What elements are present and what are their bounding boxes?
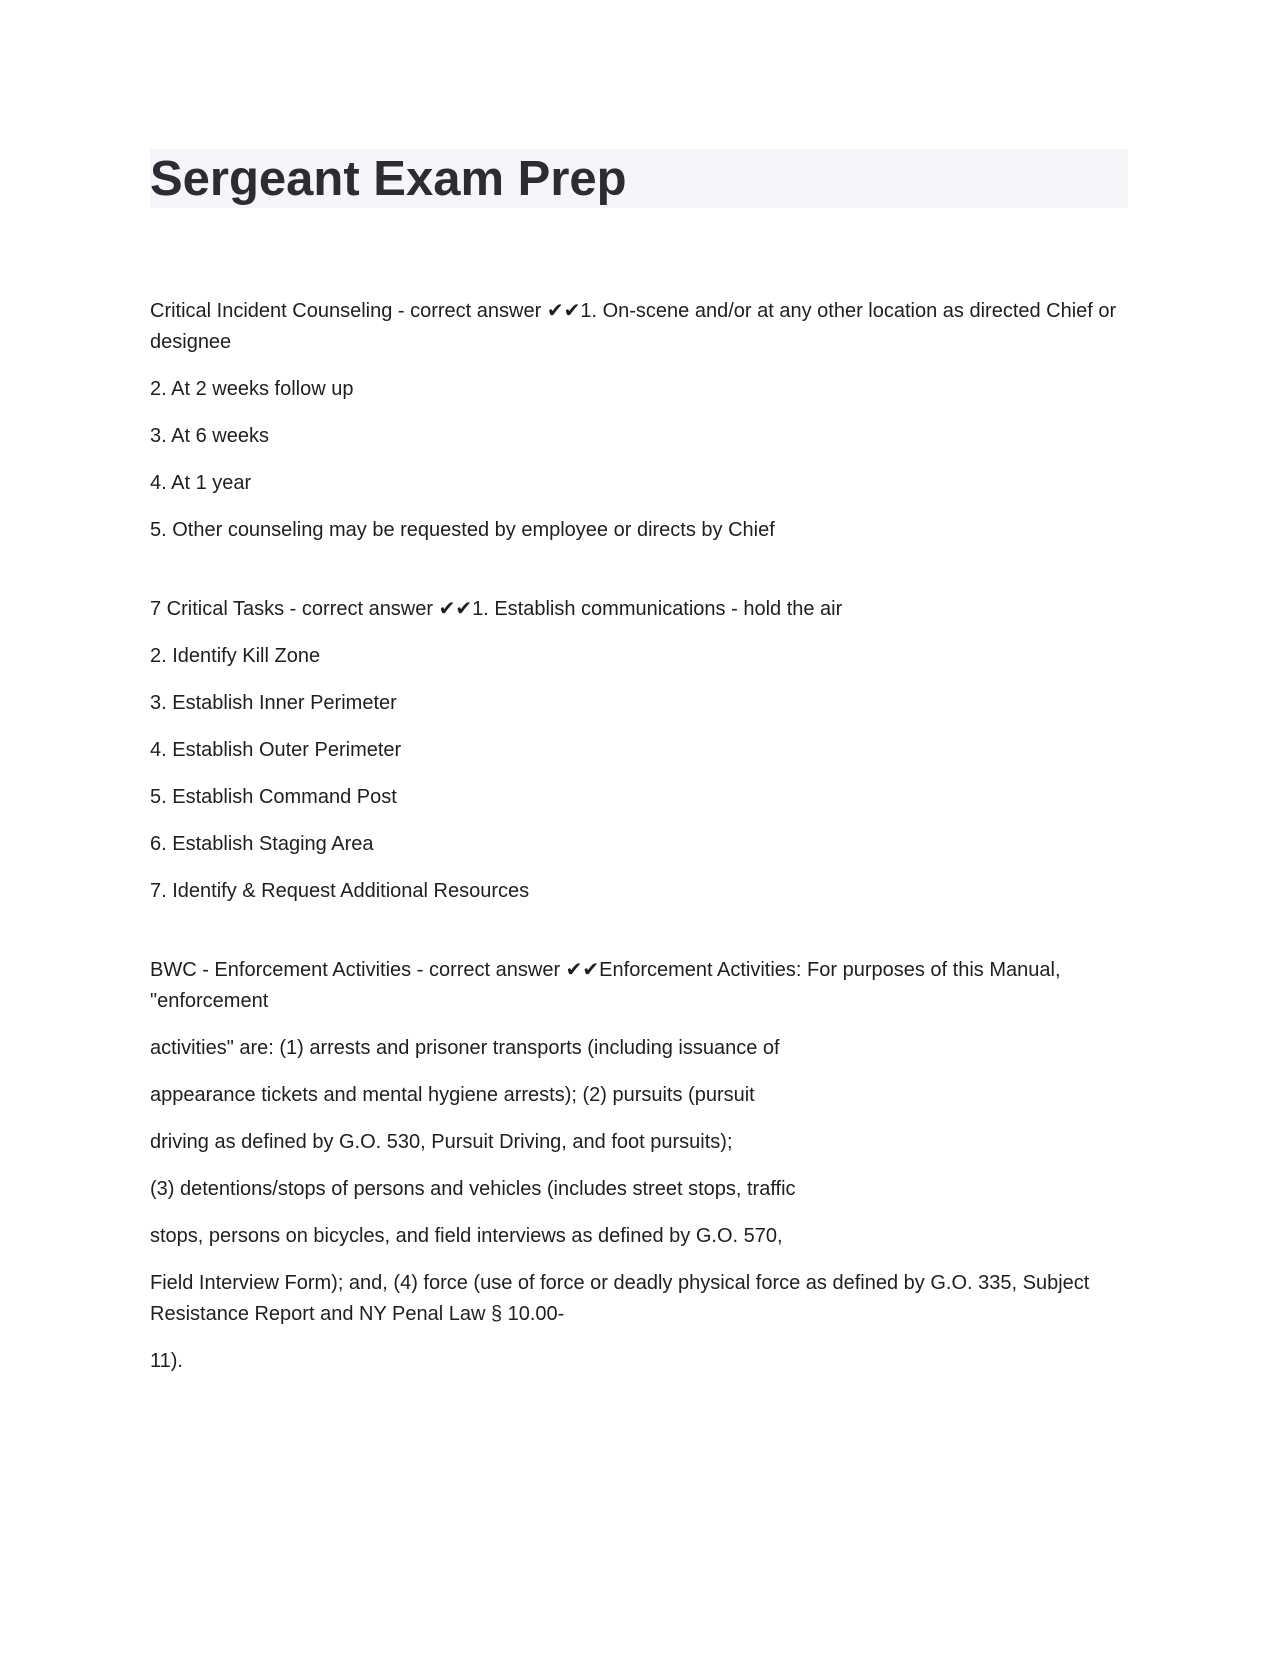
answer-line: 3. Establish Inner Perimeter	[150, 692, 397, 714]
section-7-critical-tasks	[150, 594, 1128, 907]
document-page	[150, 149, 1128, 1393]
question-paragraph: Critical Incident Counseling - correct answer ✔✔1. On-scene and/or at any other location as directed Chief or designee	[150, 300, 1117, 353]
title-band	[150, 149, 1128, 208]
section-critical-incident-counseling	[150, 296, 1128, 546]
answer-line: driving as defined by G.O. 530, Pursuit Driving, and foot pursuits);	[150, 1131, 733, 1153]
document-title: Sergeant Exam Prep	[150, 152, 627, 206]
answer-line: (3) detentions/stops of persons and vehicles (includes street stops, traffic	[150, 1178, 796, 1200]
answer-line: stops, persons on bicycles, and field interviews as defined by G.O. 570,	[150, 1225, 783, 1247]
answer-line: 4. Establish Outer Perimeter	[150, 739, 402, 761]
answer-line: 2. Identify Kill Zone	[150, 645, 321, 667]
answer-line: 11).	[150, 1350, 183, 1372]
answer-line: 4. At 1 year	[150, 472, 252, 494]
answer-line: 5. Other counseling may be requested by employee or directs by Chief	[150, 519, 775, 541]
answer-line: Field Interview Form); and, (4) force (use of force or deadly physical force as defined by G.O. 335, Subject Resistance Report and NY Penal Law § 10.00-	[150, 1272, 1090, 1325]
question-paragraph: BWC - Enforcement Activities - correct answer ✔✔Enforcement Activities: For purposes of this Manual, "enforcement	[150, 959, 1061, 1012]
section-bwc-enforcement-activities	[150, 955, 1128, 1377]
answer-line: 5. Establish Command Post	[150, 786, 397, 808]
question-paragraph: 7 Critical Tasks - correct answer ✔✔1. Establish communications - hold the air	[150, 598, 843, 620]
answer-line: 6. Establish Staging Area	[150, 833, 374, 855]
answer-line: 2. At 2 weeks follow up	[150, 378, 354, 400]
answer-line: 3. At 6 weeks	[150, 425, 269, 447]
answer-line: activities" are: (1) arrests and prisoner transports (including issuance of	[150, 1037, 780, 1059]
answer-line: appearance tickets and mental hygiene arrests); (2) pursuits (pursuit	[150, 1084, 755, 1106]
answer-line: 7. Identify & Request Additional Resources	[150, 880, 530, 902]
